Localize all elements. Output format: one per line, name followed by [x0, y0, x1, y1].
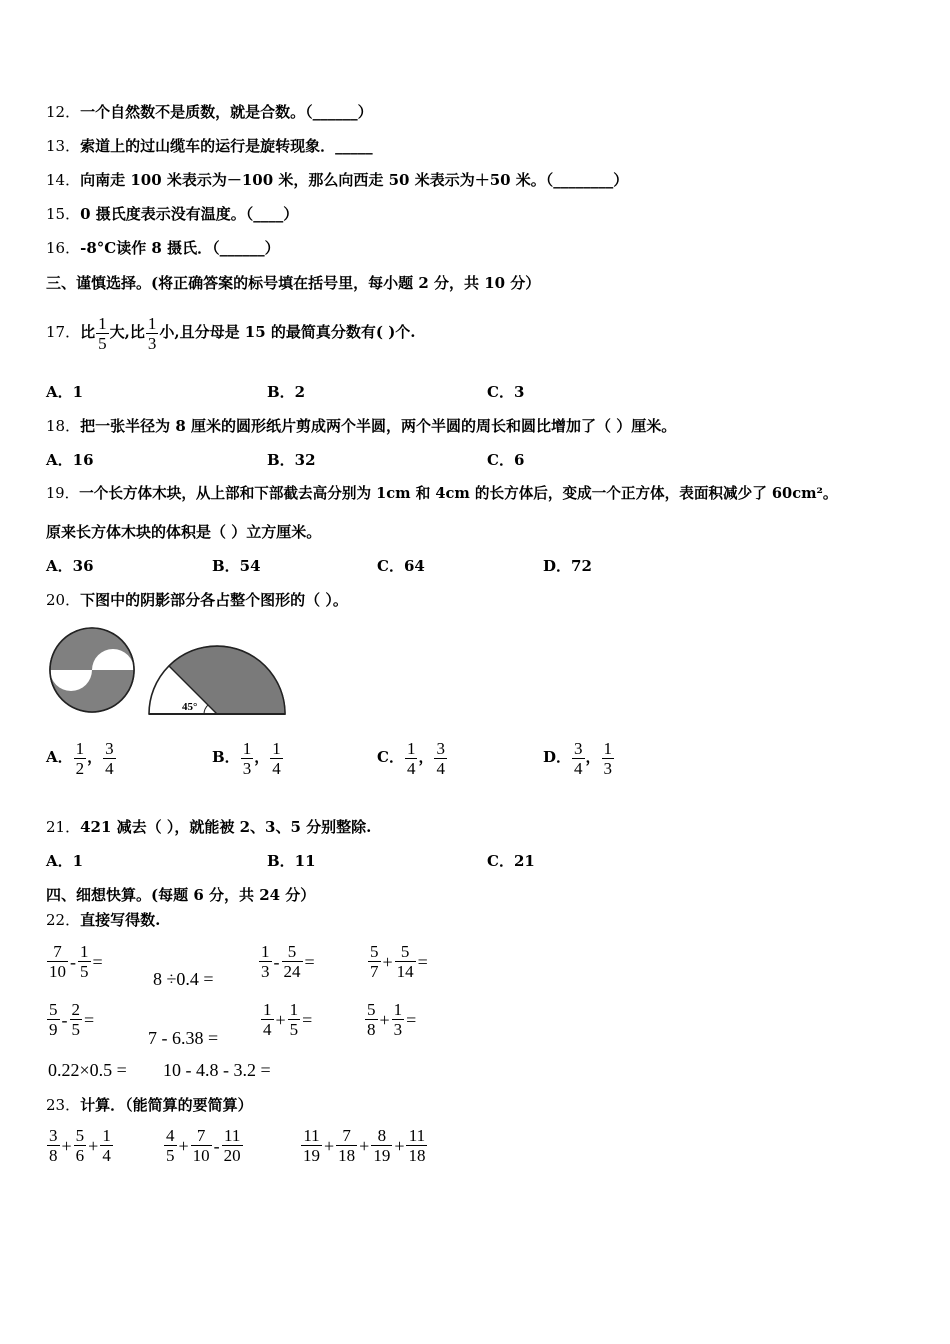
- question-text: 计算．（能简算的要简算）: [80, 1096, 253, 1114]
- expression: $\frac{1}{4}$ + $\frac{1}{5}$ =: [263, 1000, 313, 1039]
- section-3-heading: 三、谨慎选择。(将正确答案的标号填在括号里，每小题 2 分，共 10 分）: [46, 274, 541, 292]
- option-b[interactable]: B．54: [212, 557, 261, 575]
- question-text: 下图中的阴影部分各占整个图形的（ ）。: [80, 591, 348, 609]
- question-text: 索道上的过山缆车的运行是旋转现象．_____: [80, 137, 373, 155]
- question-16: [46, 238, 280, 258]
- question-text: 一个长方体木块，从上部和下部截去高分别为 1cm 和 4cm 的长方体后，变成一个正方体，表面积减少了 60cm²。: [79, 485, 838, 502]
- question-number: 21．: [46, 818, 81, 836]
- question-text: 把一张半径为 8 厘米的圆形纸片剪成两个半圆，两个半圆的周长和圆比增加了（ ）厘米。: [80, 417, 677, 435]
- question-19-line-2: 原来长方体木块的体积是（ ）立方厘米。: [46, 523, 322, 541]
- question-number: 15．: [46, 205, 81, 223]
- expression: $\frac{7}{10}$ - $\frac{1}{5}$ =: [49, 942, 103, 981]
- question-13: [46, 136, 373, 156]
- question-text: -8°C读作 8 摄氏．（______）: [80, 239, 280, 257]
- option-c[interactable]: C．21: [487, 852, 535, 870]
- option-b[interactable]: B．11: [267, 852, 316, 870]
- semicircle-figure: [146, 640, 290, 718]
- expression: $\frac{4}{5}$ + $\frac{7}{10}$ - $\frac{11}{20}$: [166, 1126, 241, 1165]
- option-c[interactable]: C．3: [487, 383, 525, 401]
- expression: 10 - 4.8 - 3.2 =: [163, 1060, 271, 1080]
- question-number: 19．: [46, 485, 80, 502]
- option-a[interactable]: A．36: [46, 557, 94, 575]
- section-4-heading: 四、细想快算。(每题 6 分，共 24 分）: [46, 886, 316, 904]
- question-number: 13．: [46, 137, 81, 155]
- option-a[interactable]: A． $\frac{1}{2}$ ， $\frac{3}{4}$: [46, 738, 114, 778]
- option-b[interactable]: B． $\frac{1}{3}$ ， $\frac{1}{4}$: [212, 738, 281, 778]
- question-15: [46, 204, 298, 224]
- expression: $\frac{3}{8}$ + $\frac{5}{6}$ + $\frac{1}{4}$: [49, 1126, 111, 1165]
- option-c[interactable]: C．6: [487, 451, 525, 469]
- question-number: 20．: [46, 591, 81, 609]
- pinwheel-circle-figure: [46, 624, 138, 716]
- option-c[interactable]: C． $\frac{1}{4}$ ， $\frac{3}{4}$: [377, 738, 445, 778]
- question-number: 23．: [46, 1096, 81, 1114]
- question-21: [46, 817, 371, 837]
- question-text-pre: 比: [80, 323, 96, 341]
- question-23: [46, 1095, 253, 1115]
- question-number: 12．: [46, 103, 81, 121]
- question-number: 22．: [46, 911, 81, 929]
- option-b[interactable]: B．32: [267, 451, 316, 469]
- expression: $\frac{5}{9}$ - $\frac{2}{5}$ =: [49, 1000, 95, 1039]
- option-d[interactable]: D． $\frac{3}{4}$ ， $\frac{1}{3}$: [543, 738, 613, 778]
- option-b[interactable]: B．2: [267, 383, 306, 401]
- option-a[interactable]: A．1: [46, 383, 84, 401]
- question-text-post: 小,且分母是 15 的最简真分数有( )个.: [159, 323, 416, 341]
- question-12: [46, 102, 373, 122]
- question-22: [46, 910, 160, 930]
- question-text: 向南走 100 米表示为－100 米，那么向西走 50 米表示为＋50 米。（________）: [80, 171, 629, 189]
- question-text: 直接写得数.: [80, 911, 161, 929]
- question-number: 16．: [46, 239, 81, 257]
- question-text-mid: 大,比: [109, 323, 145, 341]
- option-c[interactable]: C．64: [377, 557, 425, 575]
- expression: $\frac{5}{7}$ + $\frac{5}{14}$ =: [370, 942, 428, 981]
- question-text: 0 摄氏度表示没有温度。（____）: [80, 205, 299, 223]
- expression: $\frac{5}{8}$ + $\frac{1}{3}$ =: [367, 1000, 417, 1039]
- question-text: 一个自然数不是质数，就是合数。（______）: [80, 103, 373, 121]
- option-a[interactable]: A．16: [46, 451, 94, 469]
- expression: 7 - 6.38 =: [148, 1028, 219, 1048]
- angle-label: 45°: [182, 701, 198, 713]
- question-number: 14．: [46, 171, 81, 189]
- option-a[interactable]: A．1: [46, 852, 84, 870]
- fraction: $\frac{1}{3}$: [147, 313, 157, 353]
- question-number: 18．: [46, 417, 81, 435]
- question-14: [46, 170, 628, 190]
- expression: $\frac{11}{19}$ + $\frac{7}{18}$ + $\frac{8}{19}$ + $\frac{11}{18}$: [303, 1126, 426, 1165]
- question-text: 421 减去（ ），就能被 2、3、5 分别整除.: [80, 818, 372, 836]
- expression: $\frac{1}{3}$ - $\frac{5}{24}$ =: [261, 942, 315, 981]
- question-18: [46, 416, 676, 436]
- expression: 0.22×0.5 =: [48, 1060, 127, 1080]
- fraction: $\frac{1}{5}$: [98, 313, 107, 353]
- question-20: [46, 590, 348, 610]
- expression: 8 ÷0.4 =: [153, 969, 214, 989]
- option-d[interactable]: D．72: [543, 557, 592, 575]
- question-17: [46, 302, 416, 362]
- question-19: [46, 484, 838, 504]
- question-number: 17．: [46, 323, 81, 341]
